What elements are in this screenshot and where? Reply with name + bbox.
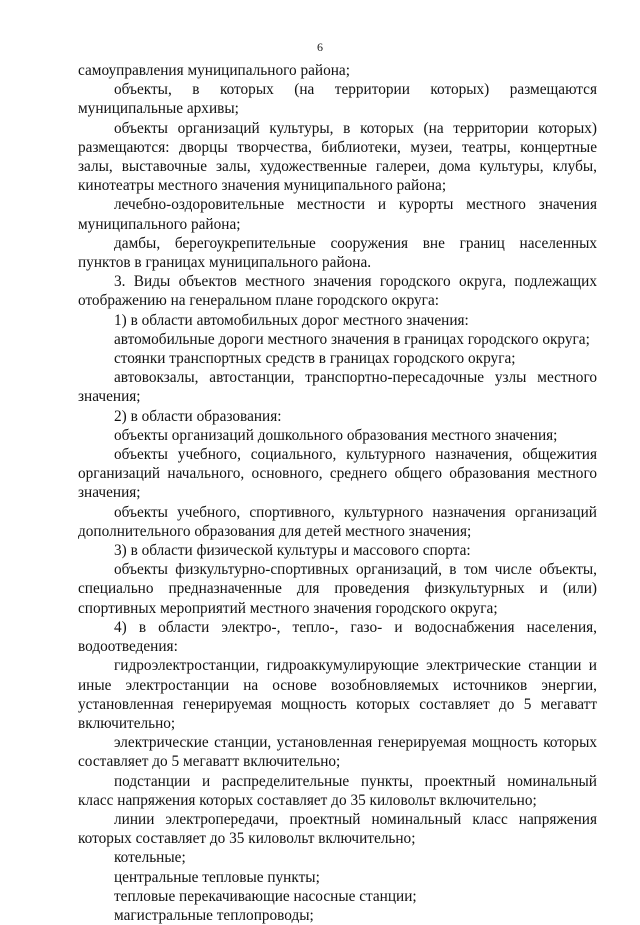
paragraph: подстанции и распределительные пункты, проектный номинальный класс напряжения которых составляет до 35 киловольт включительно; (78, 772, 597, 809)
section-heading: 3. Виды объектов местного значения городского округа, подлежащих отображению на генеральном плане городского округа: (78, 273, 597, 310)
paragraph: объекты учебного, социального, культурного назначения, общежития организаций начального, основного, среднего общего образования местного значения; (78, 446, 597, 502)
page-number: 6 (317, 40, 323, 54)
paragraph: гидроэлектростанции, гидроаккумулирующие электрические станции и иные электростанции на основе возобновляемых источников энергии, установленная генерируемая мощность которых составляет до 5 мегаватт включительно; (78, 657, 597, 732)
paragraph: автовокзалы, автостанции, транспортно-пересадочные узлы местного значения; (78, 369, 597, 406)
paragraph: электрические станции, установленная генерируемая мощность которых составляет до 5 мегаватт включительно; (78, 734, 597, 771)
paragraph: лечебно-оздоровительные местности и курорты местного значения муниципального района; (78, 196, 597, 233)
subsection-heading: 3) в области физической культуры и массового спорта: (114, 542, 471, 560)
document-body (78, 61, 597, 925)
paragraph: стоянки транспортных средств в границах городского округа; (114, 350, 516, 368)
paragraph: объекты учебного, спортивного, культурного назначения организаций дополнительного образования для детей местного значения; (78, 503, 597, 540)
subsection-heading: 4) в области электро-, тепло-, газо- и водоснабжения населения, водоотведения: (78, 618, 597, 656)
paragraph: магистральные теплопроводы; (114, 906, 314, 924)
paragraph: объекты организаций культуры, в которых (на территории которых) размещаются: дворцы творчества, библиотеки, музеи, театры, концертные залы, выставочные залы, художественные галереи, дома культуры, клубы, кинотеатры местного значения муниципального района; (78, 119, 597, 195)
paragraph: объекты, в которых (на территории которых) размещаются муниципальные архивы; (78, 81, 597, 118)
paragraph: самоуправления муниципального района; (78, 62, 350, 79)
paragraph: автомобильные дороги местного значения в границах городского округа; (114, 330, 590, 348)
paragraph: тепловые перекачивающие насосные станции; (114, 887, 417, 905)
paragraph: линии электропередачи, проектный номинальный класс напряжения которых составляет до 35 киловольт включительно; (78, 810, 597, 848)
paragraph: объекты организаций дошкольного образования местного значения; (114, 426, 558, 444)
subsection-heading: 2) в области образования: (114, 407, 282, 425)
subsection-heading: 1) в области автомобильных дорог местного значения: (114, 311, 469, 329)
paragraph: объекты физкультурно-спортивных организаций, в том числе объекты, специально предназначенные для проведения физкультурных и (или) спортивных мероприятий местного значения городского округа; (78, 561, 597, 617)
paragraph: центральные тепловые пункты; (114, 868, 320, 886)
paragraph: котельные; (114, 849, 186, 867)
paragraph: дамбы, берегоукрепительные сооружения вне границ населенных пунктов в границах муниципального района. (78, 234, 597, 272)
